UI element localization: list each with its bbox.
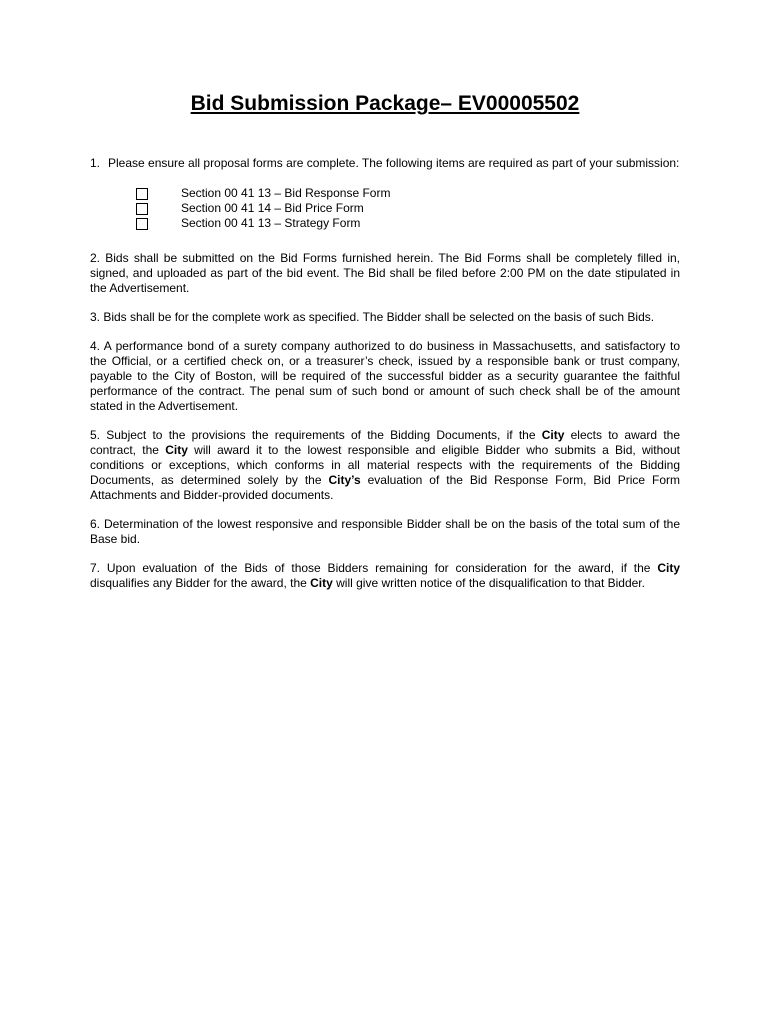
checklist-item-label: Section 00 41 13 – Bid Response Form bbox=[181, 186, 391, 200]
checklist-item bbox=[136, 216, 680, 231]
paragraph-2: 2. Bids shall be submitted on the Bid Forms furnished herein. The Bid Forms shall be completely filled in, signed, and uploaded as part of the bid event. The Bid shall be filed before 2:00 PM on the date stipulated in the Advertisement. bbox=[90, 251, 680, 295]
document-page bbox=[90, 92, 680, 591]
checklist-item bbox=[136, 201, 680, 216]
city-term: City bbox=[541, 428, 565, 442]
paragraph-5 bbox=[90, 428, 680, 503]
city-possessive-term: City’s bbox=[328, 473, 361, 487]
checkbox-bid-price-form[interactable] bbox=[136, 203, 148, 215]
checkbox-strategy-form[interactable] bbox=[136, 218, 148, 230]
city-term: City bbox=[657, 561, 680, 575]
paragraph-5-text-e: will award it to the lowest responsible and eligible Bidder who submits a Bid, without conditions or exceptions, which conforms in all material respects with the requirements of the Bidding Documents, as determined solely by the bbox=[90, 443, 680, 487]
item-1-text: Please ensure all proposal forms are complete. The following items are required as part of your submission: bbox=[108, 156, 680, 170]
paragraph-7-text-c: disqualifies any Bidder for the award, the bbox=[90, 576, 311, 590]
paragraph-4: 4. A performance bond of a surety company authorized to do business in Massachusetts, and satisfactory to the Official, or a certified check on, or a treasurer’s check, issued by a responsible bank or trust company, payable to the City of Boston, will be required of the successful bidder as a security guarantee the faithful performance of the contract. The penal sum of such bond or amount of such check shall be of the amount stated in the Advertisement. bbox=[90, 339, 680, 413]
paragraph-6: 6. Determination of the lowest responsive and responsible Bidder shall be on the basis of the total sum of the Base bid. bbox=[90, 517, 680, 546]
checkbox-bid-response-form[interactable] bbox=[136, 188, 148, 200]
checklist-item-label: Section 00 41 14 – Bid Price Form bbox=[181, 201, 364, 215]
paragraph-5-text-g: evaluation of the Bid Response Form, Bid Price Form Attachments and Bidder-provided documents. bbox=[90, 473, 680, 502]
checklist-item-label: Section 00 41 13 – Strategy Form bbox=[181, 216, 361, 230]
page-title: Bid Submission Package– EV00005502 bbox=[190, 92, 580, 115]
item-1 bbox=[90, 156, 680, 171]
paragraph-5-text-c: elects to award the contract, the bbox=[90, 428, 680, 457]
required-items-checklist bbox=[136, 186, 680, 231]
paragraph-7-text-e: will give written notice of the disqualification to that Bidder. bbox=[332, 576, 645, 590]
paragraph-5-text-a: 5. Subject to the provisions the requirements of the Bidding Documents, if the bbox=[90, 428, 542, 442]
paragraph-3: 3. Bids shall be for the complete work as specified. The Bidder shall be selected on the basis of such Bids. bbox=[90, 310, 655, 324]
paragraph-7 bbox=[90, 561, 680, 591]
city-term: City bbox=[310, 576, 333, 590]
city-term: City bbox=[165, 443, 188, 457]
paragraph-7-text-a: 7. Upon evaluation of the Bids of those Bidders remaining for consideration for the award, if the bbox=[90, 561, 658, 575]
checklist-item bbox=[136, 186, 680, 201]
item-1-number: 1. bbox=[90, 156, 101, 170]
